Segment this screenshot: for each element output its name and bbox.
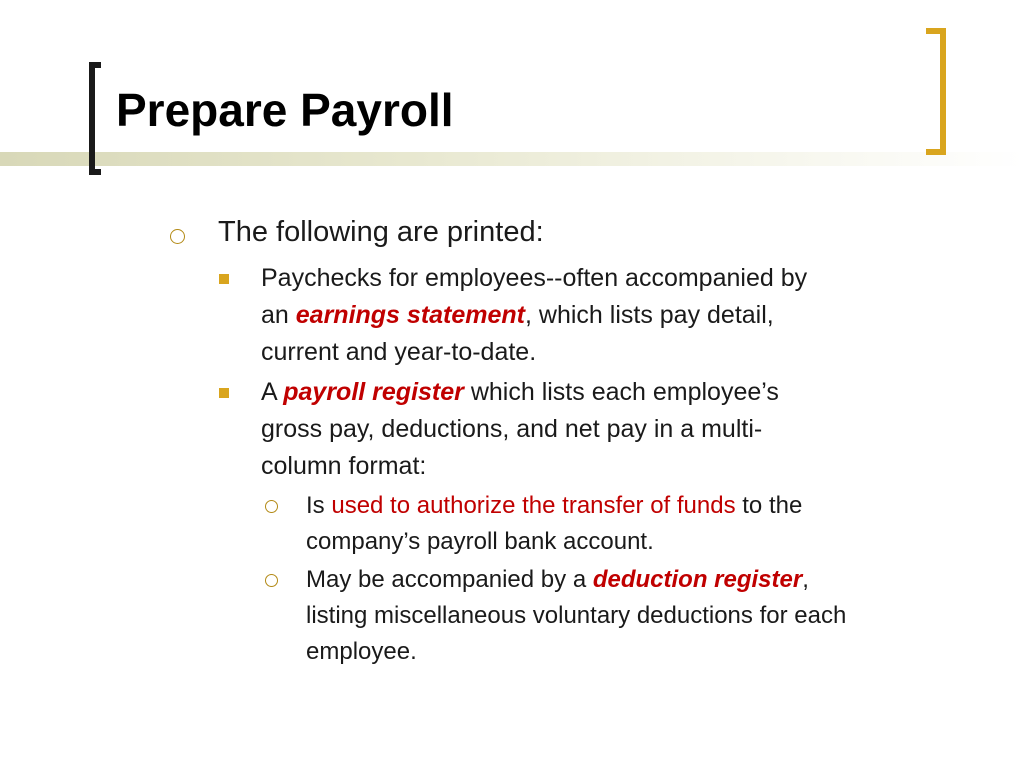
bullet-payroll-register-line1 [261,374,951,411]
bullet-payroll-register [261,374,951,485]
bullet-level1-text: The following are printed: [218,216,544,248]
sub-bullet-deduction-suffix: , [802,566,809,593]
bullet-payroll-register-prefix: A [261,378,284,406]
bullet-payroll-register-suffix: which lists each employee’s [463,378,779,406]
sub-bullet-authorize-transfer [306,488,966,560]
slide-title: Prepare Payroll [116,84,454,136]
hollow-circle-bullet-icon [265,574,278,587]
bullet-paychecks-prefix: an [261,301,296,329]
sub-bullet-authorize-prefix: Is [306,492,332,519]
square-bullet-icon [219,274,229,284]
bullet-paychecks [261,260,951,371]
sub-bullet-deduction-register [306,562,966,670]
bullet-payroll-register-line2: gross pay, deductions, and net pay in a multi- [261,415,763,443]
bullet-paychecks-line3: current and year-to-date. [261,338,537,366]
term-earnings-statement: earnings statement [295,301,526,329]
sub-bullet-deduction-line2: listing miscellaneous voluntary deductions for each [306,602,847,629]
square-bullet-icon [219,388,229,398]
hollow-circle-bullet-icon [170,229,185,244]
hollow-circle-bullet-icon [265,500,278,513]
bullet-paychecks-line1: Paychecks for employees--often accompanied by [261,264,808,292]
sub-bullet-deduction-line3: employee. [306,638,417,665]
term-payroll-register: payroll register [283,378,464,406]
sub-bullet-deduction-line1 [306,562,966,598]
bullet-payroll-register-line3: column format: [261,452,427,480]
sub-bullet-authorize-suffix: to the [735,492,803,519]
bullet-paychecks-suffix: , which lists pay detail, [525,301,774,329]
sub-bullet-authorize-line2: company’s payroll bank account. [306,528,654,555]
term-deduction-register: deduction register [592,566,803,593]
highlight-authorize-transfer: used to authorize the transfer of funds [331,492,736,519]
sub-bullet-deduction-prefix: May be accompanied by a [306,566,593,593]
bullet-paychecks-line2 [261,297,951,334]
sub-bullet-authorize-line1 [306,488,966,524]
